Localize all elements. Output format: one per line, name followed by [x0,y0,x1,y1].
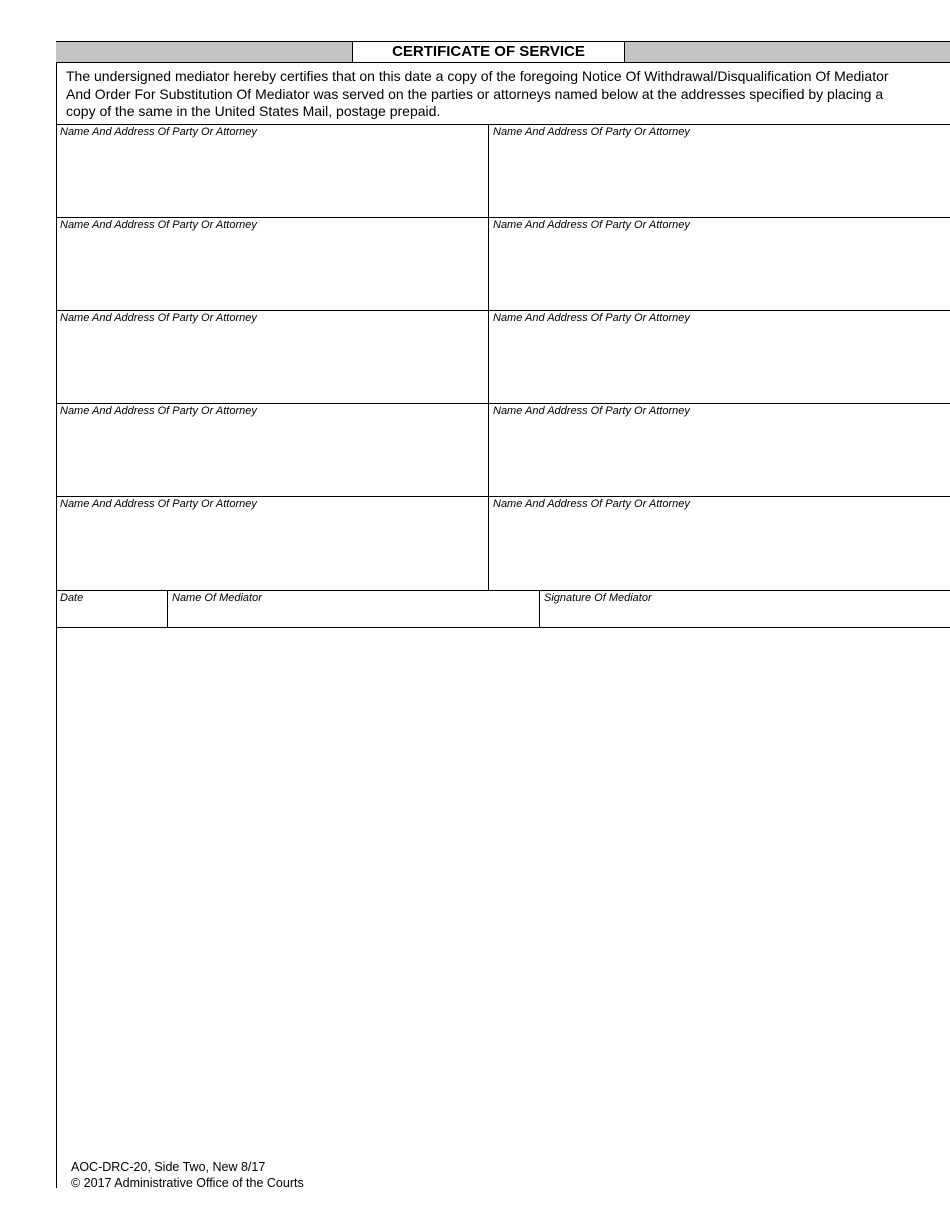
date-field[interactable] [56,590,167,628]
section-header [56,41,950,63]
form-id: AOC-DRC-20, Side Two, New 8/17 [71,1160,266,1174]
party-field-label: Name And Address Of Party Or Attorney [60,219,257,231]
party-field-3[interactable] [56,217,488,310]
party-field-6[interactable] [489,310,950,403]
date-label: Date [60,592,84,604]
header-shade-right [625,42,950,62]
signature-row [56,590,950,628]
party-field-10[interactable] [489,496,950,590]
party-field-2[interactable] [489,124,950,217]
mediator-name-label: Name Of Mediator [172,592,262,604]
party-field-1[interactable] [56,124,488,217]
copyright-notice: © 2017 Administrative Office of the Courts [71,1176,304,1190]
header-shade-left [56,42,352,62]
party-field-label: Name And Address Of Party Or Attorney [493,126,690,138]
party-field-label: Name And Address Of Party Or Attorney [60,498,257,510]
party-field-label: Name And Address Of Party Or Attorney [493,312,690,324]
form-footer [71,1159,304,1191]
row-divider [56,627,950,628]
party-field-9[interactable] [56,496,488,590]
certification-statement: The undersigned mediator hereby certifies that on this date a copy of the foregoing Notice Of Withdrawal/Disqualification Of Mediator And Order For Substitution Of Mediator was served on the parties or attorneys named below at the addresses specified by placing a copy of the same in the United States Mail, postage prepaid. [66,68,889,119]
party-field-7[interactable] [56,403,488,496]
signature-label: Signature Of Mediator [544,592,652,604]
party-field-label: Name And Address Of Party Or Attorney [60,405,257,417]
mediator-signature-field[interactable] [540,590,950,628]
mediator-name-field[interactable] [168,590,539,628]
party-field-5[interactable] [56,310,488,403]
party-field-label: Name And Address Of Party Or Attorney [493,219,690,231]
party-field-8[interactable] [489,403,950,496]
party-field-label: Name And Address Of Party Or Attorney [493,498,690,510]
section-title: CERTIFICATE OF SERVICE [352,42,625,62]
party-field-4[interactable] [489,217,950,310]
party-field-label: Name And Address Of Party Or Attorney [493,405,690,417]
party-field-label: Name And Address Of Party Or Attorney [60,312,257,324]
party-field-label: Name And Address Of Party Or Attorney [60,126,257,138]
